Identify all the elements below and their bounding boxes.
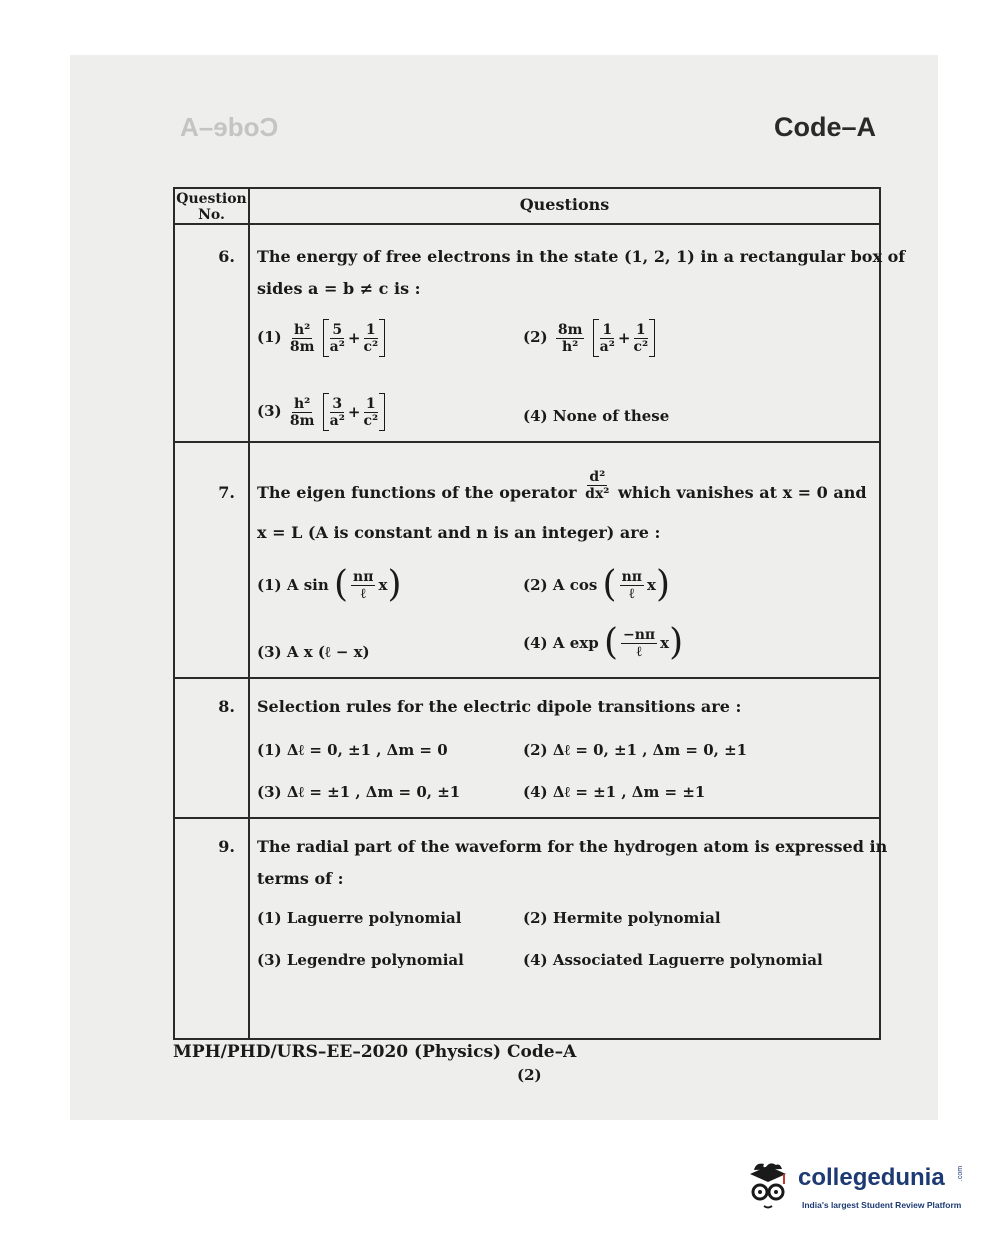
- option-2: [523, 319, 655, 357]
- option-label: (2): [523, 328, 548, 346]
- option-label: (1): [257, 328, 282, 346]
- option-1: (1) A sin ( $\frac{n\pi}{\text{ℓ}}$ x): [257, 564, 402, 605]
- option-4: (4) Δℓ = ±1 , Δm = ±1: [523, 783, 706, 801]
- option-2: (2) A cos ( $\frac{n\pi}{\text{ℓ}}$ x): [523, 564, 671, 605]
- row-divider: [175, 441, 879, 443]
- option-2: (2) Hermite polynomial: [523, 909, 721, 927]
- option-1: (1) Δℓ = 0, ±1 , Δm = 0: [257, 741, 448, 759]
- question-text: The radial part of the waveform for the hydrogen atom is expressed in: [257, 837, 888, 856]
- option-2: (2) Δℓ = 0, ±1 , Δm = 0, ±1: [523, 741, 748, 759]
- row-divider: [175, 677, 879, 679]
- col-header-questions: Questions: [519, 195, 610, 214]
- logo-tagline: India's largest Student Review Platform: [802, 1200, 962, 1210]
- option-3: (3) Legendre polynomial: [257, 951, 464, 969]
- question-number: 8.: [218, 697, 235, 716]
- option-label: (3): [257, 402, 282, 420]
- fraction: $\frac{\text{h²}}{8m}$: [289, 395, 315, 429]
- header-divider: [175, 223, 879, 225]
- question-text: Selection rules for the electric dipole transitions are :: [257, 697, 742, 716]
- question-text: sides a = b ≠ c is :: [257, 279, 421, 298]
- option-4: (4) A exp ( $\frac{-n\pi}{\text{ℓ}}$ x): [523, 622, 684, 663]
- bracket-expression: $\frac{1}{\text{a²}}$ + $\frac{1}{\text{c²}}$: [593, 319, 655, 357]
- option-1: (1) Laguerre polynomial: [257, 909, 462, 927]
- question-text: terms of :: [257, 869, 344, 888]
- logo-wordmark: collegedunia: [798, 1164, 945, 1191]
- option-4: (4) Associated Laguerre polynomial: [523, 951, 823, 969]
- question-text: x = L (A is constant and n is an integer) are :: [257, 523, 661, 542]
- bracket-expression: $\frac{5}{\text{a²}}$ + $\frac{1}{\text{c²}}$: [323, 319, 385, 357]
- paper-footer-title: MPH/PHD/URS–EE–2020 (Physics) Code–A: [173, 1042, 577, 1062]
- option-3: [257, 393, 385, 431]
- row-divider: [175, 817, 879, 819]
- mascot-icon: [740, 1158, 796, 1214]
- question-number: 9.: [218, 837, 235, 856]
- bleed-through-code: Code–A: [180, 112, 279, 142]
- fraction: $\frac{\text{h²}}{8m}$: [289, 321, 315, 355]
- page-number: (2): [517, 1066, 542, 1084]
- option-4: (4) None of these: [523, 407, 670, 425]
- column-divider: [248, 189, 250, 1038]
- option-1: [257, 319, 385, 357]
- col-header-question-no: Question No.: [176, 191, 247, 223]
- bracket-expression: $\frac{3}{\text{a²}}$ + $\frac{1}{\text{c²}}$: [323, 393, 385, 431]
- fraction: $\frac{8m}{\text{h²}}$: [557, 321, 583, 355]
- option-3: (3) A x (ℓ − x): [257, 643, 370, 661]
- paper-code: Code–A: [773, 112, 876, 142]
- collegedunia-logo[interactable]: [740, 1158, 970, 1218]
- questions-table: [173, 187, 906, 1040]
- option-3: (3) Δℓ = ±1 , Δm = 0, ±1: [257, 783, 461, 801]
- question-text: The eigen functions of the operator $\frac{\text{d²}}{\text{dx²}}$ which vanishes at x = 0 and: [257, 469, 867, 502]
- logo-com: .com: [957, 1165, 965, 1182]
- question-number: 6.: [218, 247, 235, 266]
- question-text: The energy of free electrons in the state (1, 2, 1) in a rectangular box of: [257, 247, 906, 266]
- question-number: 7.: [218, 483, 235, 502]
